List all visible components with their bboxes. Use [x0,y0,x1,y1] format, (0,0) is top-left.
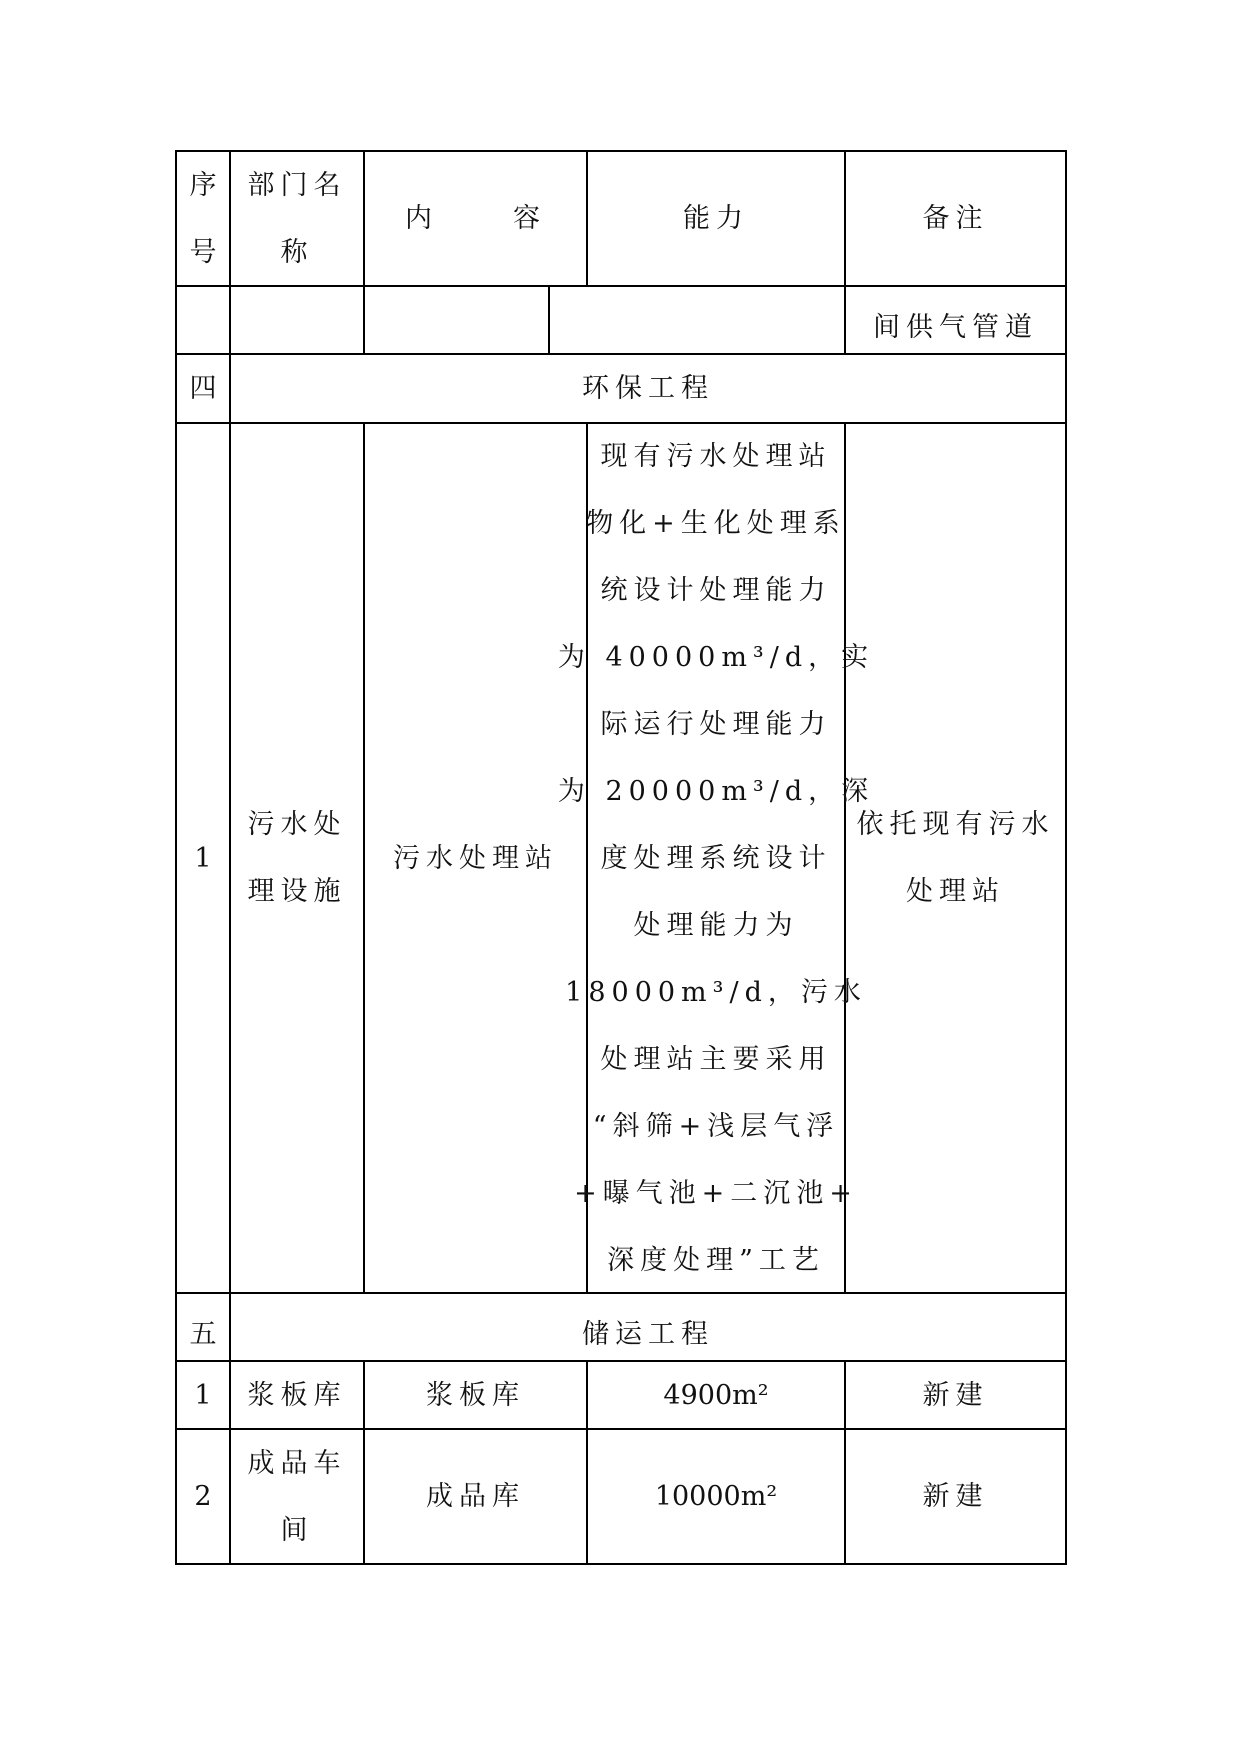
row-content: 成品库 [426,1481,525,1512]
section-title: 储运工程 [582,1318,714,1350]
section-seq: 五 [189,1318,217,1350]
row-remark: 新建 [922,1481,989,1512]
header-remark: 备注 [922,203,989,234]
header-seq: 序号 [189,169,217,268]
row-content: 浆板库 [426,1379,525,1411]
row-seq: 1 [194,1379,212,1411]
row-seq: 2 [194,1481,212,1512]
continued-remark: 间供气管道 [873,311,1038,343]
section-seq: 四 [189,373,217,404]
section-title: 环保工程 [582,373,714,404]
row-seq: 1 [194,842,212,874]
row-dept: 成品车间 [247,1447,347,1546]
row-dept: 浆板库 [247,1379,347,1411]
row-remark: 依托现有污水处理站 [856,809,1055,907]
row-remark: 新建 [922,1379,989,1411]
row-capacity: 现有污水处理站 物化+生化处理系 统设计处理能力 为 40000m³/d，实 际运行处理能力 为 20000m³/d，深 度处理系统设计 处理能力为 18000m³/d，污水 处理站主要采用 “斜筛+浅层气浮 +曝气池+二沉池+ 深度处理”工艺 [557,440,875,1276]
row-capacity: 4900m² [663,1379,769,1411]
header-dept: 部门名称 [247,169,347,268]
row-content: 污水处理站 [393,842,558,874]
header-content: 内 容 [405,203,546,234]
row-dept: 污水处理设施 [247,809,347,907]
header-capacity: 能力 [683,203,749,234]
row-capacity: 10000m² [654,1481,778,1512]
